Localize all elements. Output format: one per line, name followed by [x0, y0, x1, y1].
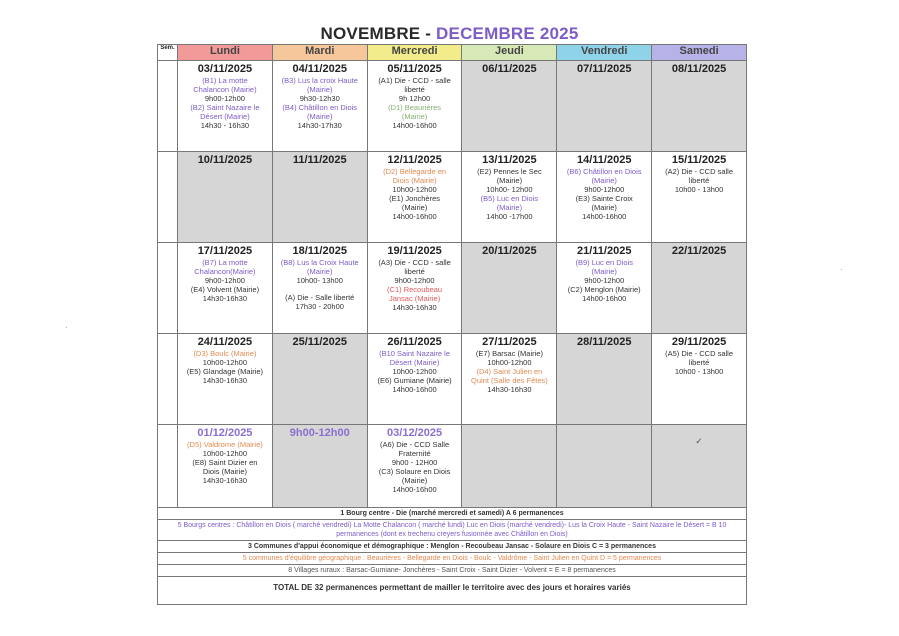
appointment-line: (B8) Lus la Croix Haute: [280, 258, 359, 267]
day-date: 20/11/2025: [482, 245, 537, 257]
title-december: DECEMBRE 2025: [436, 24, 579, 43]
day-cell-wednesday: [367, 152, 462, 243]
day-cell-saturday: [652, 334, 747, 425]
day-date: 24/11/2025: [197, 336, 253, 348]
day-date: 14/11/2025: [577, 154, 632, 166]
appointment-line: (E6) Gumiane (Mairie): [377, 376, 452, 385]
day-header-friday: Vendredi: [557, 45, 652, 61]
day-cell-monday: [178, 152, 273, 243]
tick-mark-icon: ✓: [695, 436, 703, 446]
appointment-line: 10h00-12h00: [202, 449, 248, 458]
day-header-tuesday: Mardi: [272, 45, 367, 61]
appointment-line: (B7) La motte: [202, 258, 248, 267]
appointment-line: 14h30-16h30: [202, 376, 248, 385]
day-date: 04/11/2025: [292, 63, 347, 75]
day-date: 07/11/2025: [577, 63, 632, 75]
appointment-line: (Mairie): [401, 112, 428, 121]
day-date: 13/11/2025: [482, 154, 537, 166]
week-cell: [158, 152, 178, 243]
appointment-line: 9h00-12h00: [204, 94, 245, 103]
day-date: 29/11/2025: [671, 336, 727, 348]
appointment-line: 9h00-12h00: [584, 185, 625, 194]
day-date: 11/11/2025: [292, 154, 347, 166]
day-cell-wednesday: [367, 334, 462, 425]
appointment-line: (Mairie): [496, 203, 523, 212]
appointment-line: (E2) Pennes le Sec: [477, 167, 542, 176]
day-date: 05/11/2025: [387, 63, 442, 75]
appointment-line: (Mairie): [307, 85, 333, 94]
appointment-line: (E1) Jonchères: [389, 194, 440, 203]
day-header-monday: Lundi: [178, 45, 273, 61]
appointment-line: (C2) Menglon (Mairie): [567, 285, 641, 294]
day-date: 03/11/2025: [197, 63, 253, 75]
appointment-line: (A5) Die - CCD salle: [665, 349, 734, 358]
day-date: 19/11/2025: [387, 245, 442, 257]
day-cell-thursday: [462, 425, 557, 508]
day-cell-saturday: [652, 425, 747, 508]
day-date: 03/12/2025: [387, 427, 443, 439]
appointment-line: 14h00 -17h00: [486, 212, 533, 221]
day-cell-friday: [557, 61, 652, 152]
day-cell-saturday: [652, 152, 747, 243]
appointment-line: (A1) Die - CCD - salle: [378, 76, 451, 85]
appointment-line: 10h00- 12h00: [486, 185, 533, 194]
appointment-line: 14h00-16h00: [392, 485, 437, 494]
appointment-line: (D1) Beaurières: [388, 103, 442, 112]
day-cell-tuesday: [272, 425, 367, 508]
day-header-saturday: Samedi: [652, 45, 747, 61]
appointment-line: Désert (Mairie): [200, 112, 250, 121]
appointment-line: 10h00-12h00: [202, 358, 248, 367]
day-cell-saturday: [652, 243, 747, 334]
appointment-line: (Mairie): [591, 176, 617, 185]
appointment-line: 9h 12h00: [398, 94, 431, 103]
appointment-line: (B1) La motte: [202, 76, 248, 85]
appointment-line: (B2) Saint Nazaire le: [190, 103, 260, 112]
appointment-line: 9h00-12h00: [204, 276, 245, 285]
week-cell: [158, 334, 178, 425]
legend-line-villages-ruraux: 8 Villages ruraux : Barsac-Gumiane- Jonchères - Saint Croix - Saint Dizier - Volvent = E = 8 permanences: [288, 567, 616, 574]
week-column-header: Sem.: [158, 45, 178, 61]
day-date: 21/11/2025: [577, 245, 632, 257]
appointment-line: (Mairie): [591, 203, 617, 212]
day-cell-wednesday: [367, 243, 462, 334]
appointment-line: (D2) Bellegarde en: [383, 167, 447, 176]
week-cell: [158, 243, 178, 334]
appointment-line: (B10 Saint Nazaire le: [379, 349, 450, 358]
appointment-line: (Mairie): [401, 476, 428, 485]
week-cell: [158, 61, 178, 152]
appointment-line: (E7) Barsac (Mairie): [475, 349, 543, 358]
calendar-body: [158, 61, 747, 508]
appointment-line: 9h00-12h00: [394, 276, 435, 285]
appointment-line: 14h00-16h00: [392, 385, 437, 394]
appointment-line: (D5) Valdrome (Mairie): [187, 440, 263, 449]
appointment-line: (A3) Die - CCD - salle: [378, 258, 451, 267]
day-cell-monday: [178, 334, 273, 425]
appointment-line: (Mairie): [307, 267, 333, 276]
day-date: 06/11/2025: [482, 63, 537, 75]
appointment-line: (C1) Recoubeau: [387, 285, 443, 294]
appointment-line: (Mairie): [591, 267, 617, 276]
day-date: 10/11/2025: [197, 154, 253, 166]
appointment-line: 14h30-16h30: [202, 476, 248, 485]
appointment-line: (E3) Sainte Croix: [575, 194, 633, 203]
appointment-line: (A2) Die - CCD salle: [665, 167, 734, 176]
appointment-line: 14h00-16h00: [582, 212, 627, 221]
day-cell-thursday: [462, 334, 557, 425]
day-date: 01/12/2025: [197, 427, 253, 439]
appointment-line: liberté: [688, 176, 710, 185]
page-title: [0, 24, 899, 44]
appointment-line: 14h30-16h30: [202, 294, 248, 303]
appointment-line: 10h00 - 13h00: [674, 367, 724, 376]
appointment-line: (Mairie): [401, 203, 428, 212]
legend: [157, 507, 747, 577]
appointment-line: 14h00-16h00: [392, 121, 437, 130]
appointment-line: Quint (Salle des Fêtes): [471, 376, 548, 385]
appointment-line: (E8) Saint Dizier en: [192, 458, 258, 467]
day-cell-friday: [557, 152, 652, 243]
week-row: [158, 334, 747, 425]
week-row: [158, 152, 747, 243]
appointment-line: (D4) Saint Julien en: [476, 367, 543, 376]
appointment-line: (A) Die - Salle liberté: [285, 293, 355, 302]
appointment-line: (B6) Châtillon en Diois: [566, 167, 642, 176]
day-header-wednesday: Mercredi: [367, 45, 462, 61]
appointment-line: 14h00-16h00: [582, 294, 627, 303]
week-row: [158, 425, 747, 508]
appointment-line: (B5) Luc en Diois: [480, 194, 539, 203]
day-cell-tuesday: [272, 152, 367, 243]
appointment-line: Jansac (Mairie): [388, 294, 441, 303]
appointment-line: (A6) Die - CCD Salle: [379, 440, 450, 449]
appointment-line: liberté: [404, 85, 425, 94]
appointment-line: 14h30-16h30: [392, 303, 437, 312]
appointment-line: Chalancon (Mairie): [193, 85, 257, 94]
header-row: [158, 45, 747, 61]
appointment-line: [273, 285, 367, 293]
appointment-line: Diois (Mairie): [392, 176, 437, 185]
appointment-line: Chalancon(Mairie): [194, 267, 256, 276]
day-date: 18/11/2025: [292, 245, 347, 257]
appointment-line: (Mairie): [307, 112, 333, 121]
appointment-line: (B3) Lus la croix Haute: [281, 76, 358, 85]
week-row: [158, 61, 747, 152]
appointment-line: (Mairie): [496, 176, 523, 185]
appointment-line: 14h00-16h00: [392, 212, 437, 221]
appointment-line: (E5) Glandage (Mairie): [186, 367, 264, 376]
appointment-line: (D3) Boulc (Mairie): [193, 349, 257, 358]
day-cell-tuesday: [272, 61, 367, 152]
day-cell-thursday: [462, 61, 557, 152]
total-summary: TOTAL DE 32 permanences permettant de mailler le territoire avec des jours et horaires variés: [157, 577, 747, 605]
appointment-line: (B9) Luc en Diois: [575, 258, 633, 267]
day-cell-thursday: [462, 243, 557, 334]
day-cell-friday: [557, 334, 652, 425]
day-date: 08/11/2025: [671, 63, 727, 75]
appointment-line: 10h00- 13h00: [296, 276, 343, 285]
appointment-line: 9h00-12h00: [584, 276, 625, 285]
appointment-line: 10h00-12h00: [487, 358, 532, 367]
day-date: 27/11/2025: [482, 336, 537, 348]
day-date: 26/11/2025: [387, 336, 442, 348]
day-date: 12/11/2025: [387, 154, 442, 166]
appointment-line: liberté: [688, 358, 710, 367]
legend-line-communes-equilibre: 5 communes d'équilibre géographique : Beaurières - Bellegarde en Diois - Boulc - Valdrôme - Saint Julien en Quint D = 5 permanences: [158, 553, 746, 565]
scan-speck: ·: [65, 323, 68, 332]
legend-line-communes-appui: 3 Communes d'appui économique et démographique : Menglon - Recoubeau Jansac - Solaure en Diois C = 3 permanences: [158, 541, 746, 553]
appointment-line: 9h00 - 12H00: [391, 458, 438, 467]
day-cell-monday: [178, 61, 273, 152]
title-november: NOVEMBRE -: [320, 24, 437, 43]
day-cell-thursday: [462, 152, 557, 243]
appointment-line: 14h30-17h30: [297, 121, 342, 130]
day-cell-monday: [178, 425, 273, 508]
calendar-table: [157, 44, 747, 508]
day-date: 15/11/2025: [671, 154, 727, 166]
day-cell-friday: [557, 243, 652, 334]
legend-line-bourgs-centres: 5 Bourgs centres : Châtillon en Diois ( marché vendredi) La Motte Chalancon ( marché lundi) Luc en Diois (marché vendredi)- Lus la Croix Haute - Saint Nazaire le Désert = B 10 permanences (dont ex trechenu creyers fusionnée avec Châtillon en Diois): [158, 520, 746, 541]
week-cell: [158, 425, 178, 508]
day-date: 9h00-12h00: [289, 427, 350, 439]
appointment-line: 9h30-12h30: [299, 94, 340, 103]
appointment-line: 10h00 - 13h00: [674, 185, 724, 194]
appointment-line: 10h00-12h00: [392, 185, 437, 194]
day-date: 22/11/2025: [671, 245, 727, 257]
week-row: [158, 243, 747, 334]
appointment-line: (B4) Châtillon en Diois: [282, 103, 358, 112]
appointment-line: Diois (Mairie): [202, 467, 247, 476]
scan-speck: ·: [840, 265, 843, 274]
appointment-line: liberté: [404, 267, 425, 276]
day-cell-saturday: [652, 61, 747, 152]
appointment-line: 10h00-12h00: [392, 367, 437, 376]
appointment-line: 14h30-16h30: [487, 385, 532, 394]
day-cell-monday: [178, 243, 273, 334]
appointment-line: 14h30 - 16h30: [200, 121, 250, 130]
appointment-line: 17h30 - 20h00: [295, 302, 344, 311]
day-date: 25/11/2025: [292, 336, 347, 348]
appointment-line: (C3) Solaure en Diois: [378, 467, 451, 476]
day-header-thursday: Jeudi: [462, 45, 557, 61]
legend-line-bourg-centre: 1 Bourg centre - Die (marché mercredi et samedi) A 6 permanences: [158, 508, 746, 520]
appointment-line: Désert (Mairie): [389, 358, 440, 367]
appointment-line: Fraternité: [398, 449, 431, 458]
appointment-line: (E4) Volvent (Mairie): [190, 285, 260, 294]
day-cell-wednesday: [367, 61, 462, 152]
day-cell-tuesday: [272, 334, 367, 425]
day-date: 28/11/2025: [577, 336, 632, 348]
day-date: 17/11/2025: [197, 245, 253, 257]
day-cell-friday: [557, 425, 652, 508]
day-cell-tuesday: [272, 243, 367, 334]
day-cell-wednesday: [367, 425, 462, 508]
